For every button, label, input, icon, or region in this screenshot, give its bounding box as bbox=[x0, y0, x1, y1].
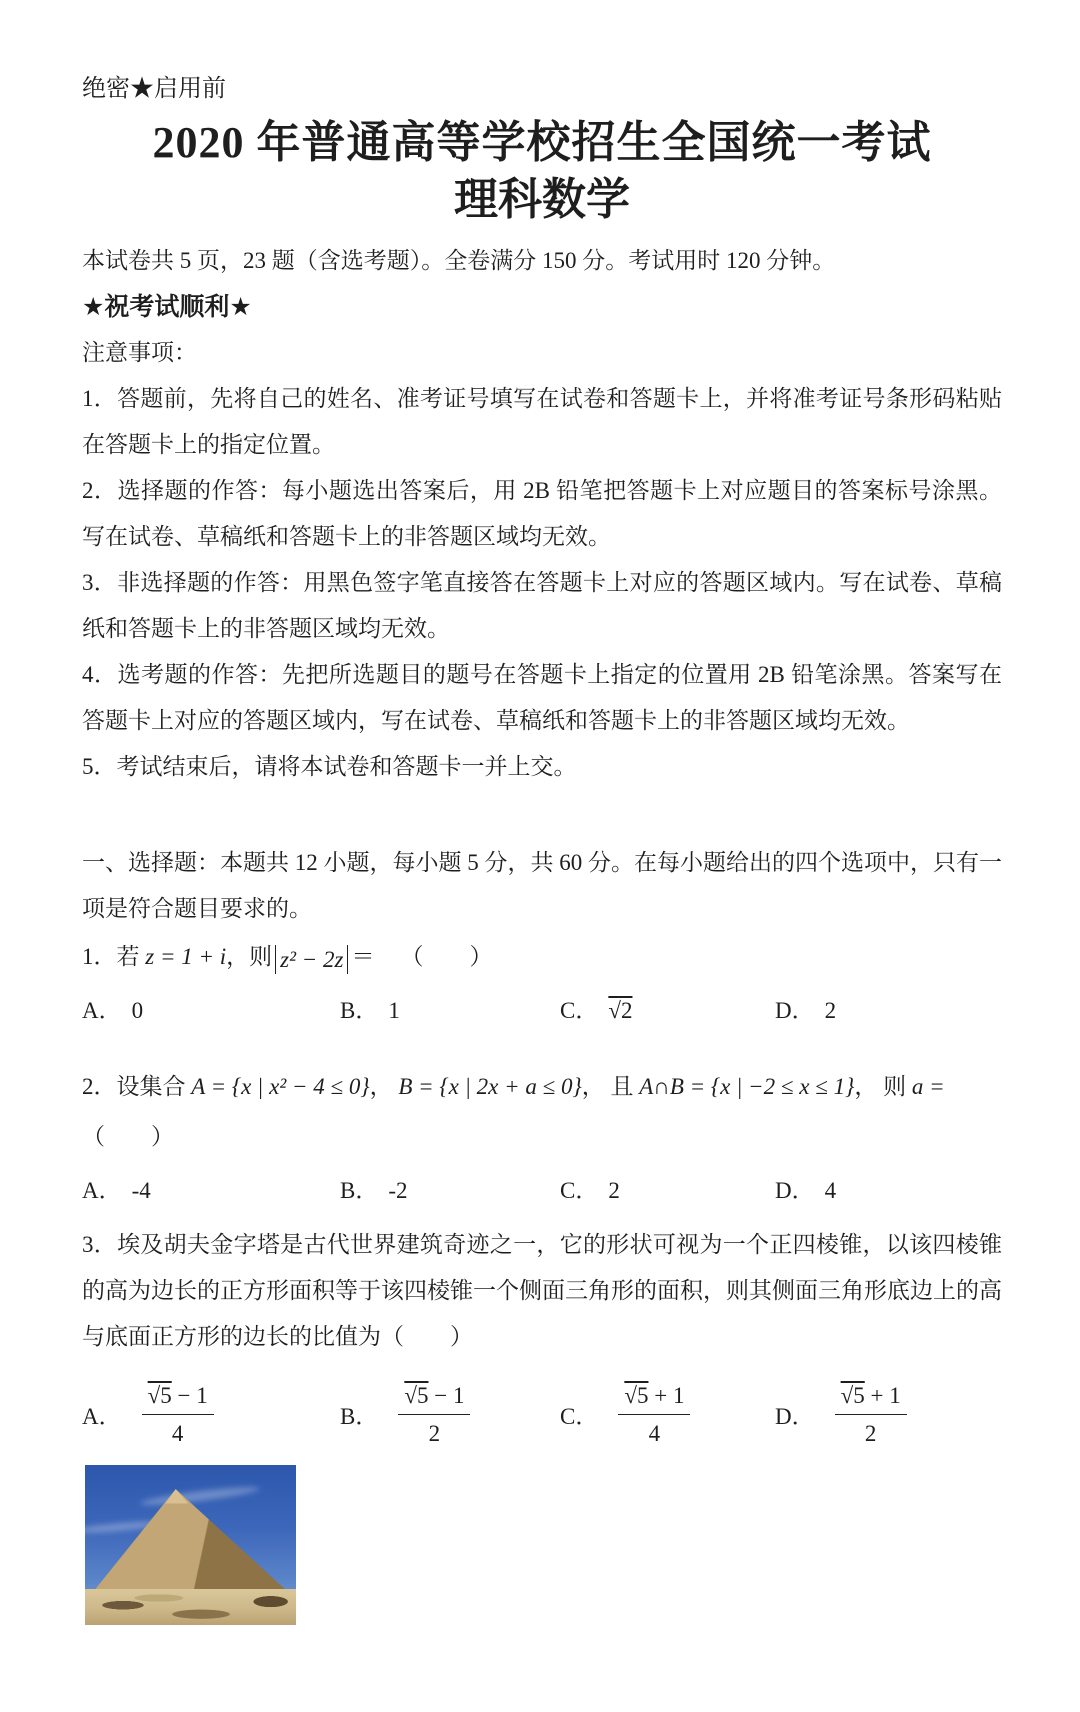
q2-option-b: B． -2 bbox=[340, 1178, 408, 1203]
q2-intersection: A∩B = {x | −2 ≤ x ≤ 1} bbox=[639, 1074, 855, 1099]
q2-option-d: D． 4 bbox=[775, 1178, 837, 1203]
photo-ground bbox=[85, 1589, 296, 1625]
question-2 bbox=[82, 1062, 1002, 1214]
q2-a-equals: a = bbox=[911, 1074, 945, 1099]
q1-answer-bracket: （ ） bbox=[400, 944, 493, 969]
q2-option-a: A． -4 bbox=[82, 1178, 151, 1203]
fraction: $\frac{√5 + 1}{2}$ bbox=[835, 1380, 907, 1449]
q1-option-a: A． 0 bbox=[82, 998, 144, 1023]
question-1 bbox=[82, 932, 1002, 1034]
fraction: $\frac{√5 + 1}{4}$ bbox=[618, 1380, 690, 1449]
notices-heading: 注意事项： bbox=[82, 340, 197, 365]
fraction: $\frac{√5 - 1}{2}$ bbox=[398, 1380, 470, 1449]
q3-option-c: C． $\frac{√5 + 1}{4}$ bbox=[560, 1380, 775, 1449]
question-3 bbox=[82, 1222, 1002, 1625]
q3-options-row bbox=[82, 1380, 1002, 1449]
q1-options-row bbox=[82, 988, 1002, 1034]
notice-item-3: 3．非选择题的作答：用黑色签字笔直接答在答题卡上对应的答题区域内。写在试卷、草稿纸和答题卡上的非答题区域均无效。 bbox=[82, 570, 1002, 641]
q1-equals: ＝ bbox=[351, 944, 375, 969]
q1-mid-text: ，则 bbox=[226, 944, 273, 969]
q2-option-c: C． 2 bbox=[560, 1178, 620, 1203]
exam-wish: ★祝考试顺利★ bbox=[82, 293, 252, 321]
q1-abs-expression: z² − 2z bbox=[275, 945, 348, 974]
notice-item-1: 1．答题前，先将自己的姓名、准考证号填写在试卷和答题卡上，并将准考证号条形码粘贴在答题卡上的指定位置。 bbox=[82, 386, 1002, 457]
page-title: 2020 年普通高等学校招生全国统一考试 bbox=[152, 118, 932, 167]
q2-options-row bbox=[82, 1168, 1002, 1214]
q2-answer-bracket: （ ） bbox=[82, 1124, 174, 1149]
q3-option-d: D． $\frac{√5 + 1}{2}$ bbox=[775, 1380, 907, 1449]
q2-pre-text: 2．设集合 bbox=[82, 1074, 192, 1099]
q3-stem: 3．埃及胡夫金字塔是古代世界建筑奇迹之一，它的形状可视为一个正四棱锥，以该四棱锥的高为边长的正方形面积等于该四棱锥一个侧面三角形的面积，则其侧面三角形底边上的高与底面正方形的边长的比值为（ ） bbox=[82, 1232, 1002, 1349]
q2-set-a: A = {x | x² − 4 ≤ 0} bbox=[191, 1074, 370, 1099]
q1-stem bbox=[82, 932, 1002, 982]
pyramid-photo bbox=[85, 1465, 296, 1625]
fraction: $\frac{√5 - 1}{4}$ bbox=[142, 1380, 214, 1449]
q1-math-z: z = 1 + i bbox=[145, 944, 227, 969]
paper-info: 本试卷共 5 页，23 题（含选考题）。全卷满分 150 分。考试用时 120 分钟。 bbox=[82, 248, 836, 273]
notice-item-4: 4．选考题的作答：先把所选题目的题号在答题卡上指定的位置用 2B 铅笔涂黑。答案写在答题卡上对应的答题区域内，写在试卷、草稿纸和答题卡上的非答题区域均无效。 bbox=[82, 662, 1002, 733]
q1-pre-text: 1．若 bbox=[82, 944, 146, 969]
notice-item-5: 5．考试结束后，请将本试卷和答题卡一并上交。 bbox=[82, 754, 577, 779]
section1-heading: 一、选择题：本题共 12 小题，每小题 5 分，共 60 分。在每小题给出的四个选项中，只有一项是符合题目要求的。 bbox=[82, 850, 1002, 921]
q3-option-a: A． $\frac{√5 - 1}{4}$ bbox=[82, 1380, 340, 1449]
page-subtitle: 理科数学 bbox=[454, 175, 630, 224]
q3-option-b: B． $\frac{√5 - 1}{2}$ bbox=[340, 1380, 560, 1449]
notice-item-2: 2．选择题的作答：每小题选出答案后，用 2B 铅笔把答题卡上对应题目的答案标号涂黑。写在试卷、草稿纸和答题卡上的非答题区域均无效。 bbox=[82, 478, 1002, 549]
q2-set-b: B = {x | 2x + a ≤ 0} bbox=[398, 1074, 582, 1099]
classification-label: 绝密★启用前 bbox=[82, 76, 226, 102]
q1-option-c: C． √2 bbox=[560, 998, 633, 1023]
q1-option-b: B． 1 bbox=[340, 998, 400, 1023]
q1-option-d: D． 2 bbox=[775, 998, 837, 1023]
q2-stem-line1: 2．设集合 A = {x | x² − 4 ≤ 0}， B = {x | 2x + a ≤ 0}， 且 A∩B = {x | −2 ≤ x ≤ 1}， 则 a = bbox=[82, 1074, 945, 1099]
